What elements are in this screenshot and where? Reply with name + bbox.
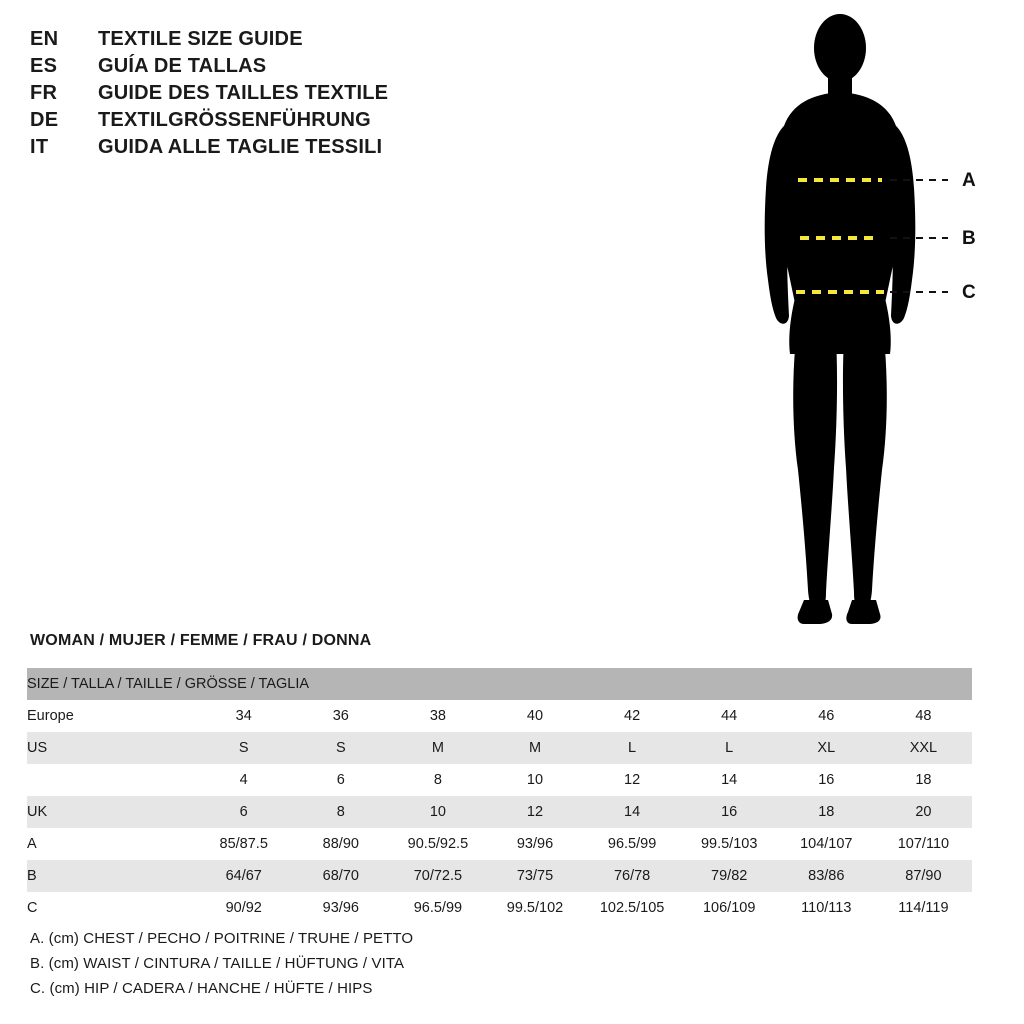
cell-uk-6: 18 (778, 796, 875, 828)
title-row-en (30, 28, 590, 51)
size-table-wrapper (27, 668, 972, 924)
cell-us-0: S (195, 732, 292, 764)
title-text-es: GUÍA DE TALLAS (98, 55, 267, 77)
row-label-uk: UK (27, 796, 195, 828)
cell-europe-3: 40 (486, 700, 583, 732)
cell-europe-7: 48 (875, 700, 972, 732)
measure-label-c: C (962, 282, 976, 303)
measure-label-a: A (962, 170, 976, 191)
cell-b-2: 70/72.5 (389, 860, 486, 892)
cell-uk-7: 20 (875, 796, 972, 828)
legend-item-b: B. (cm) WAIST / CINTURA / TAILLE / HÜFTUNG / VITA (30, 955, 405, 972)
title-lang-es: ES (30, 55, 58, 77)
table-header-row (27, 668, 972, 700)
title-text-fr: GUIDE DES TAILLES TEXTILE (98, 82, 389, 104)
cell-usnum-7: 18 (875, 764, 972, 796)
cell-europe-0: 34 (195, 700, 292, 732)
cell-us-1: S (292, 732, 389, 764)
cell-b-7: 87/90 (875, 860, 972, 892)
cell-b-1: 68/70 (292, 860, 389, 892)
title-lang-de: DE (30, 109, 59, 131)
measure-label-b: B (962, 228, 976, 249)
cell-us-3: M (486, 732, 583, 764)
title-row-it (30, 136, 590, 159)
row-label-us: US (27, 732, 195, 764)
table-row (27, 860, 972, 892)
cell-b-0: 64/67 (195, 860, 292, 892)
cell-c-7: 114/119 (875, 892, 972, 924)
cell-c-6: 110/113 (778, 892, 875, 924)
cell-uk-4: 14 (584, 796, 681, 828)
cell-a-1: 88/90 (292, 828, 389, 860)
cell-uk-2: 10 (389, 796, 486, 828)
row-label-b: B (27, 860, 195, 892)
title-block (30, 28, 590, 163)
cell-b-3: 73/75 (486, 860, 583, 892)
table-row (27, 700, 972, 732)
cell-c-1: 93/96 (292, 892, 389, 924)
cell-a-2: 90.5/92.5 (389, 828, 486, 860)
cell-a-0: 85/87.5 (195, 828, 292, 860)
cell-europe-6: 46 (778, 700, 875, 732)
cell-us-2: M (389, 732, 486, 764)
cell-us-6: XL (778, 732, 875, 764)
title-row-es (30, 55, 590, 78)
measurement-figure (700, 8, 1010, 648)
cell-uk-0: 6 (195, 796, 292, 828)
table-row (27, 892, 972, 924)
cell-us-7: XXL (875, 732, 972, 764)
cell-usnum-3: 10 (486, 764, 583, 796)
cell-c-3: 99.5/102 (486, 892, 583, 924)
cell-usnum-5: 14 (681, 764, 778, 796)
cell-usnum-6: 16 (778, 764, 875, 796)
cell-europe-4: 42 (584, 700, 681, 732)
table-row (27, 732, 972, 764)
cell-c-0: 90/92 (195, 892, 292, 924)
cell-a-6: 104/107 (778, 828, 875, 860)
table-row (27, 796, 972, 828)
title-lang-en: EN (30, 28, 59, 50)
table-header-label: SIZE / TALLA / TAILLE / GRÖSSE / TAGLIA (27, 668, 972, 700)
legend-item-a: A. (cm) CHEST / PECHO / POITRINE / TRUHE / PETTO (30, 930, 414, 947)
cell-b-6: 83/86 (778, 860, 875, 892)
cell-europe-2: 38 (389, 700, 486, 732)
cell-uk-5: 16 (681, 796, 778, 828)
cell-uk-3: 12 (486, 796, 583, 828)
title-row-de (30, 109, 590, 132)
title-text-en: TEXTILE SIZE GUIDE (98, 28, 303, 50)
cell-c-2: 96.5/99 (389, 892, 486, 924)
cell-usnum-1: 6 (292, 764, 389, 796)
title-lang-it: IT (30, 136, 49, 158)
title-row-fr (30, 82, 590, 105)
cell-usnum-2: 8 (389, 764, 486, 796)
row-label-a: A (27, 828, 195, 860)
cell-b-5: 79/82 (681, 860, 778, 892)
legend-block (30, 930, 413, 1005)
size-table (27, 668, 972, 924)
cell-usnum-4: 12 (584, 764, 681, 796)
cell-us-4: L (584, 732, 681, 764)
table-row (27, 828, 972, 860)
row-label-c: C (27, 892, 195, 924)
cell-a-5: 99.5/103 (681, 828, 778, 860)
cell-a-4: 96.5/99 (584, 828, 681, 860)
cell-europe-5: 44 (681, 700, 778, 732)
cell-a-3: 93/96 (486, 828, 583, 860)
title-text-it: GUIDA ALLE TAGLIE TESSILI (98, 136, 383, 158)
female-silhouette-icon (700, 8, 1010, 648)
row-label-us-numeric (27, 764, 195, 796)
cell-c-5: 106/109 (681, 892, 778, 924)
section-heading-woman: WOMAN / MUJER / FEMME / FRAU / DONNA (30, 632, 372, 649)
cell-europe-1: 36 (292, 700, 389, 732)
cell-usnum-0: 4 (195, 764, 292, 796)
cell-b-4: 76/78 (584, 860, 681, 892)
cell-us-5: L (681, 732, 778, 764)
title-lang-fr: FR (30, 82, 58, 104)
title-text-de: TEXTILGRÖSSENFÜHRUNG (98, 109, 371, 131)
legend-item-c: C. (cm) HIP / CADERA / HANCHE / HÜFTE / HIPS (30, 980, 373, 997)
row-label-europe: Europe (27, 700, 195, 732)
cell-a-7: 107/110 (875, 828, 972, 860)
cell-uk-1: 8 (292, 796, 389, 828)
table-row (27, 764, 972, 796)
cell-c-4: 102.5/105 (584, 892, 681, 924)
